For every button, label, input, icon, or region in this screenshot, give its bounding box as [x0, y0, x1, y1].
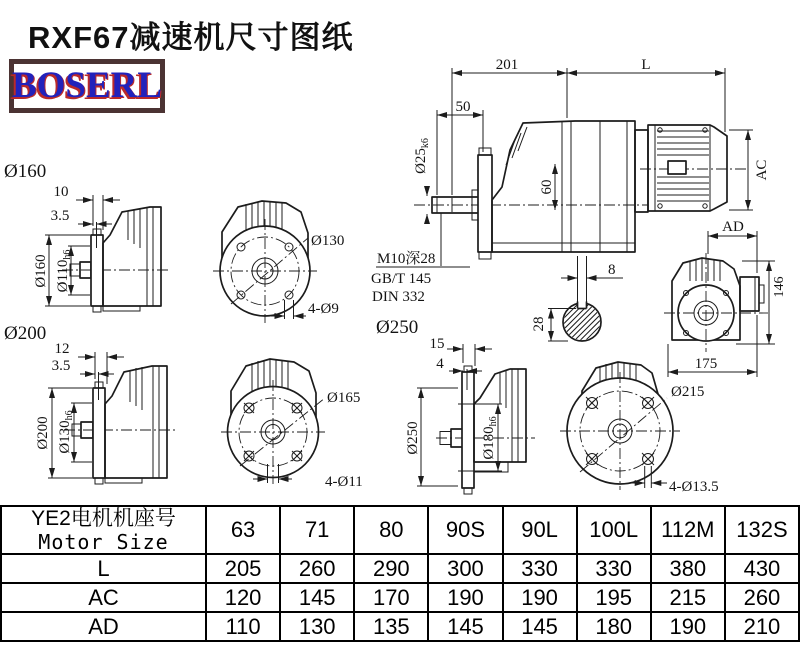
dim-250-spigot: $Ø180_{h6}$ [481, 416, 499, 460]
thread-note-line1: M10深28 [377, 251, 436, 267]
dim-250-spigot-depth: 4 [436, 356, 444, 372]
dim-165-bolt-circle: Ø165 [327, 390, 361, 406]
dim-200-thickness: 12 [54, 341, 70, 357]
dim-160-thickness: 10 [53, 184, 69, 200]
flange-250-label: Ø250 [376, 317, 419, 338]
cell: 135 [354, 612, 428, 641]
table-row [1, 583, 799, 612]
dim-60: 60 [539, 179, 555, 195]
col-header: 90S [428, 506, 502, 554]
cell: 145 [503, 612, 577, 641]
dim-175: 175 [694, 356, 718, 372]
thread-note-line3: DIN 332 [372, 289, 425, 305]
cell: 145 [428, 612, 502, 641]
dim-L: L [641, 57, 651, 73]
table-row [1, 554, 799, 583]
row-label: AC [1, 583, 206, 612]
cell: 170 [354, 583, 428, 612]
dim-200-spigot-depth: 3.5 [51, 358, 71, 374]
col-header: 71 [280, 506, 354, 554]
dimension-table [0, 505, 800, 642]
dim-key-width: 8 [608, 262, 616, 278]
thread-note-line2: GB/T 145 [371, 271, 432, 287]
cell: 380 [651, 554, 725, 583]
cell: 180 [577, 612, 651, 641]
dimension-table-wrap [0, 505, 800, 646]
row-label: L [1, 554, 206, 583]
cell: 330 [577, 554, 651, 583]
cell: 190 [428, 583, 502, 612]
flange-200-side-view [4, 323, 175, 484]
flange-250-side-view [376, 317, 535, 494]
dim-AD: AD [722, 219, 744, 235]
motor-size-header [1, 506, 206, 554]
table-row [1, 612, 799, 641]
dim-250-thickness: 15 [429, 336, 445, 352]
page-title: RXF67减速机尺寸图纸 [28, 20, 354, 55]
col-header: 112M [651, 506, 725, 554]
dim-165-holes: 4-Ø11 [325, 474, 363, 490]
cell: 205 [206, 554, 280, 583]
dim-50: 50 [455, 99, 471, 115]
brand-logo-text: BOSERL [11, 65, 163, 106]
dim-201: 201 [495, 57, 519, 73]
col-header: 100L [577, 506, 651, 554]
motor-size-header-cn: YE2电机机座号 [31, 507, 176, 530]
cell: 330 [503, 554, 577, 583]
dim-200-spigot: $Ø130_{h6}$ [57, 410, 75, 454]
dim-215-holes: 4-Ø13.5 [669, 479, 719, 495]
front-view-215 [560, 362, 719, 495]
dim-215-bolt-circle: Ø215 [671, 384, 705, 400]
col-header: 90L [503, 506, 577, 554]
cell: 120 [206, 583, 280, 612]
top-view [664, 219, 787, 377]
shaft-key-section [531, 256, 626, 344]
cell: 215 [651, 583, 725, 612]
row-label: AD [1, 612, 206, 641]
dim-250-dia: Ø250 [405, 421, 421, 455]
cell: 190 [503, 583, 577, 612]
main-side-view [413, 57, 770, 259]
dim-160-spigot: $Ø110_{h6}$ [55, 249, 73, 293]
cell: 195 [577, 583, 651, 612]
cell: 290 [354, 554, 428, 583]
front-view-165 [221, 359, 363, 490]
col-header: 80 [354, 506, 428, 554]
dim-146: 146 [772, 276, 787, 298]
dim-key-height: 28 [531, 316, 547, 332]
cell: 110 [206, 612, 280, 641]
cell: 430 [725, 554, 799, 583]
dim-AC: AC [754, 159, 770, 181]
flange-160-side-view [4, 161, 170, 312]
cell: 145 [280, 583, 354, 612]
dim-200-dia: Ø200 [35, 416, 51, 450]
dim-130-holes: 4-Ø9 [308, 301, 339, 317]
flange-160-label: Ø160 [4, 161, 47, 182]
cell: 260 [280, 554, 354, 583]
dim-160-dia: Ø160 [33, 254, 49, 288]
col-header: 63 [206, 506, 280, 554]
thread-note [371, 213, 470, 305]
cell: 210 [725, 612, 799, 641]
cell: 300 [428, 554, 502, 583]
col-header: 132S [725, 506, 799, 554]
front-view-130 [213, 201, 344, 323]
dim-130-bolt-circle: Ø130 [311, 233, 345, 249]
dim-160-spigot-depth: 3.5 [50, 208, 70, 224]
motor-size-header-en: Motor Size [38, 530, 169, 554]
cell: 190 [651, 612, 725, 641]
cell: 260 [725, 583, 799, 612]
dim-shaft-dia: $Ø25_{k6}$ [413, 138, 431, 174]
cell: 130 [280, 612, 354, 641]
flange-200-label: Ø200 [4, 323, 47, 344]
